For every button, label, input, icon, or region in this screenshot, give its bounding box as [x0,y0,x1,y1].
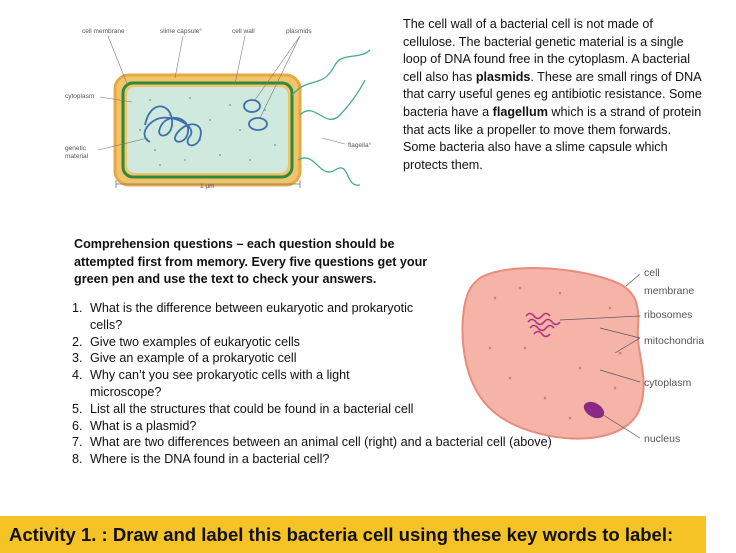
cytoplasm-area [127,87,288,173]
label-cell: cell [644,267,660,279]
label-nucleus: nucleus [644,433,681,445]
intro-part1: The cell wall of a bacterial cell is not made of cellulose. The bacterial genetic material is a single loop of DNA found free in the cytoplasm. A bacterial cell also has [403,17,691,84]
bacteria-cell-diagram [60,20,400,210]
flagellum-3 [292,50,370,95]
intro-part2: . These are small rings of DNA that carry useful genes eg antibiotic resistance. Some bacteria have a [403,69,702,119]
question-text: What are two differences between an animal cell (right) and a bacterial cell (above) [90,435,552,450]
question-number: 3. [72,351,83,366]
question-item [72,334,432,351]
label-slime-capsule: slime capsule° [160,28,202,35]
flagellum-2 [298,158,360,185]
question-text: What is the difference between eukaryotic and prokaryotic cells? [90,301,414,332]
question-text: Why can’t you see prokaryotic cells with a light microscope? [90,368,350,399]
question-item [72,451,632,468]
flagellum-1 [300,80,365,119]
label-animal-cytoplasm: cytoplasm [644,377,692,389]
question-text: Give two examples of eukaryotic cells [90,334,300,349]
intro-part3: which is a strand of protein that acts like a propeller to move them forwards. Some bacteria also have a slime capsule which protects them. [403,104,702,172]
question-text: List all the structures that could be found in a bacterial cell [90,401,414,416]
question-number: 2. [72,334,83,349]
label-flagella: flagella° [348,142,372,149]
question-number: 4. [72,368,83,383]
intro-bold-flagellum: flagellum [492,104,548,119]
question-item [72,350,432,367]
label-scale: 1 µm [200,183,215,190]
question-number: 7. [72,435,83,450]
question-number: 5. [72,401,83,416]
question-text: Give an example of a prokaryotic cell [90,351,297,366]
label-material: material [65,153,89,160]
label-cytoplasm: cytoplasm [65,93,95,100]
comprehension-heading: Comprehension questions – each question should be attempted first from memory. Every five questions get your green pen and use the text to check your answers. [74,237,428,287]
question-text: Where is the DNA found in a bacterial cell? [90,452,330,467]
animal-cell-body [462,268,643,438]
label-genetic: genetic [65,145,86,152]
intro-paragraph [403,16,703,174]
label-mitochondria: mitochondria [644,335,705,347]
label-ribosomes: ribosomes [644,309,693,321]
activity-banner: Activity 1. : Draw and label this bacteria cell using these key words to label: [0,516,706,553]
animal-cell-diagram [450,258,730,448]
question-number: 6. [72,418,83,433]
question-number: 1. [72,301,83,315]
label-membrane: membrane [644,285,695,297]
question-item [72,401,432,418]
question-text: What is a plasmid? [90,418,197,433]
question-number: 8. [72,452,83,467]
label-plasmids: plasmids [286,28,312,35]
label-cell-membrane: cell membrane [82,28,125,35]
question-item [72,367,382,401]
question-item [72,300,432,334]
label-cell-wall: cell wall [232,28,255,35]
intro-bold-plasmids: plasmids [475,69,531,84]
